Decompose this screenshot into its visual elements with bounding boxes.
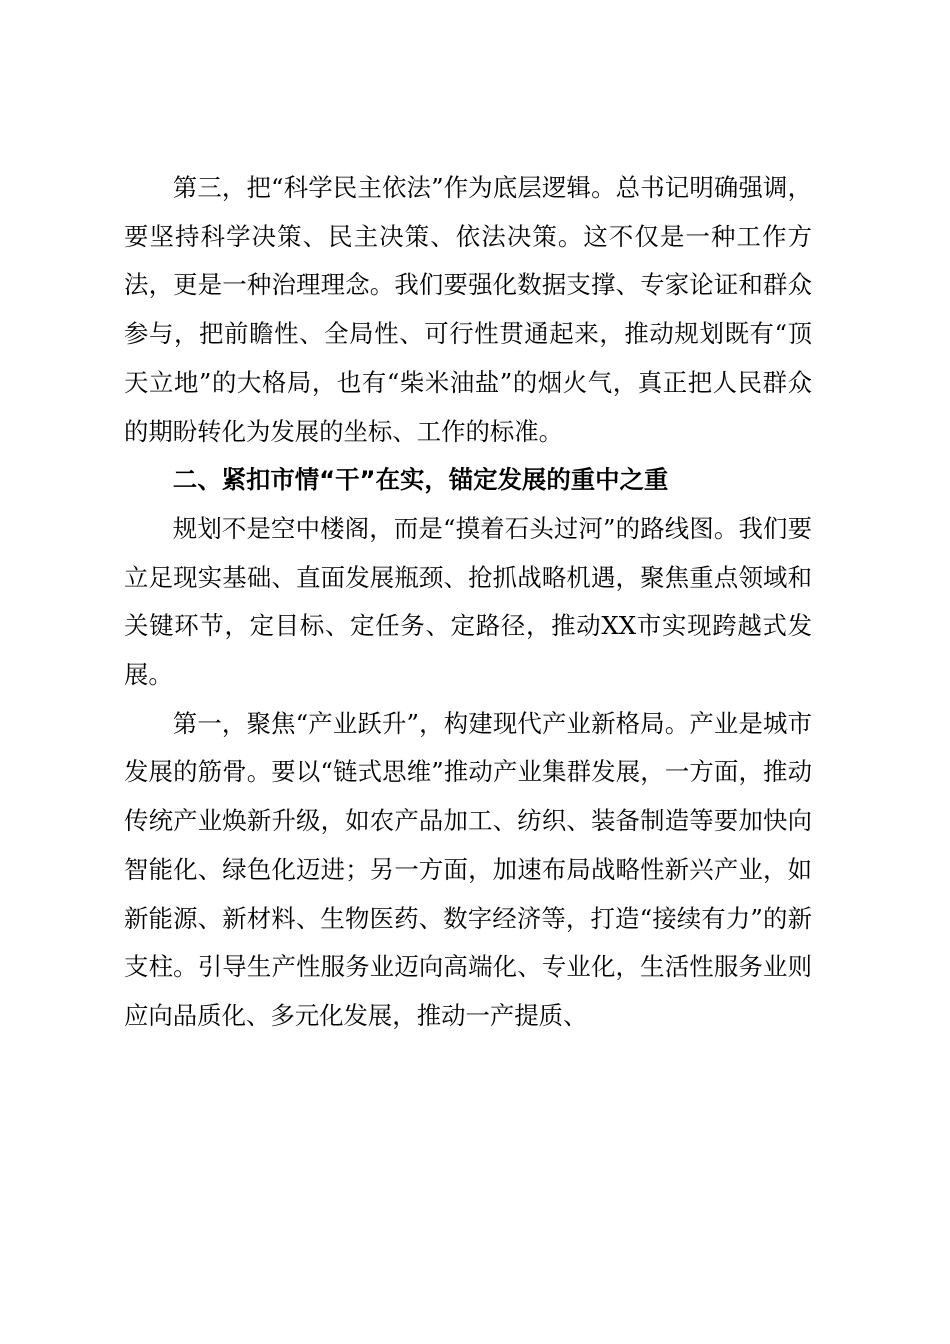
- document-page: [124, 164, 812, 1041]
- body-paragraph: 第一，聚焦“产业跃升”，构建现代产业新格局。产业是城市发展的筋骨。要以“链式思维”推动产业集群发展，一方面，推动传统产业焕新升级，如农产品加工、纺织、装备制造等要加快向智能化、绿色化迈进；另一方面，加速布局战略性新兴产业，如新能源、新材料、生物医药、数字经济等，打造“接续有力”的新支柱。引导生产性服务业迈向高端化、专业化，生活性服务业则应向品质化、多元化发展，推动一产提质、: [124, 708, 812, 1030]
- section-heading: 二、紧扣市情“干”在实，锚定发展的重中之重: [172, 465, 669, 495]
- body-paragraph: 第三，把“科学民主依法”作为底层逻辑。总书记明确强调，要坚持科学决策、民主决策、依法决策。这不仅是一种工作方法，更是一种治理理念。我们要强化数据支撑、专家论证和群众参与，把前瞻性、全局性、可行性贯通起来，推动规划既有“顶天立地”的大格局，也有“柴米油盐”的烟火气，真正把人民群众的期盼转化为发展的坐标、工作的标准。: [124, 173, 812, 446]
- body-paragraph: 规划不是空中楼阁，而是“摸着石头过河”的路线图。我们要立足现实基础、直面发展瓶颈、抢抓战略机遇，聚焦重点领域和关键环节，定目标、定任务、定路径，推动XX市实现跨越式发展。: [124, 513, 812, 690]
